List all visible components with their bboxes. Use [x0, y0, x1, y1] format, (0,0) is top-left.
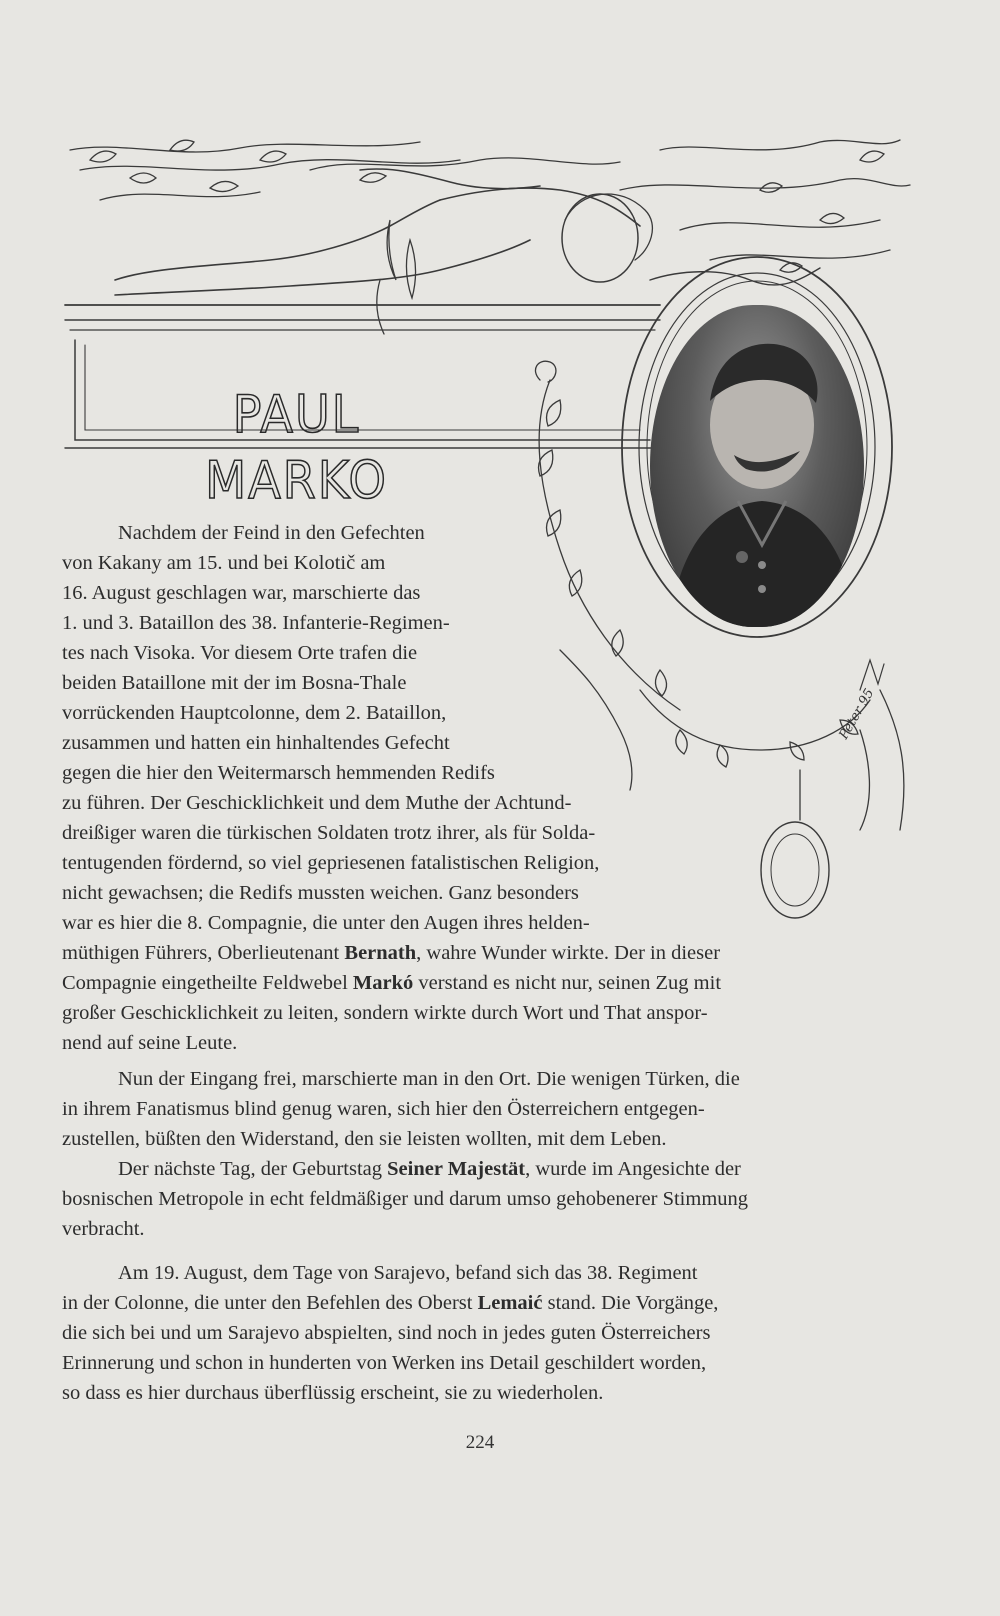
text-line: beiden Bataillone mit der im Bosna-Thale	[62, 672, 407, 694]
text-line: Der nächste Tag, der Geburtstag Seiner Majestät, wurde im Angesichte der	[118, 1158, 741, 1180]
text-line: bosnischen Metropole in echt feldmäßiger und darum umso gehobenerer Stimmung	[62, 1188, 749, 1210]
text-line: nend auf seine Leute.	[62, 1032, 238, 1054]
page-number: 224	[465, 1432, 495, 1453]
text-line: Nun der Eingang frei, marschierte man in den Ort. Die wenigen Türken, die	[118, 1068, 740, 1090]
text-line: Am 19. August, dem Tage von Sarajevo, befand sich das 38. Regiment	[118, 1262, 698, 1284]
text-line: Erinnerung und schon in hunderten von Werken ins Detail geschildert worden,	[62, 1352, 707, 1374]
name-majestaet: Seiner Majestät	[387, 1158, 526, 1180]
name-lemaic: Lemaić	[477, 1292, 543, 1314]
text-line: nicht gewachsen; die Redifs mussten weichen. Ganz besonders	[62, 882, 579, 904]
text-line: zustellen, büßten den Widerstand, den sie leisten wollten, mit dem Leben.	[62, 1128, 667, 1150]
text-line: verbracht.	[62, 1218, 145, 1240]
text-line: großer Geschicklichkeit zu leiten, sondern wirkte durch Wort und That anspor-	[62, 1002, 708, 1024]
portrait-figure-icon	[650, 305, 864, 627]
text-line: in ihrem Fanatismus blind genug waren, sich hier den Österreichern entgegen-	[62, 1098, 705, 1120]
text-line: Compagnie eingetheilte Feldwebel Markó verstand es nicht nur, seinen Zug mit	[62, 972, 722, 994]
text-line: dreißiger waren die türkischen Soldaten trotz ihrer, als für Solda-	[62, 822, 596, 844]
text-line: so dass es hier durchaus überflüssig erscheint, sie zu wiederholen.	[62, 1382, 604, 1404]
text-line: gegen die hier den Weitermarsch hemmenden Redifs	[62, 762, 495, 784]
text-line: müthigen Führers, Oberlieutenant Bernath, wahre Wunder wirkte. Der in dieser	[62, 942, 721, 964]
text-line: zu führen. Der Geschicklichkeit und dem Muthe der Achtund-	[62, 792, 572, 814]
page-title: PAUL MARKO	[204, 385, 388, 511]
text-line: 16. August geschlagen war, marschierte das	[62, 582, 421, 604]
text-line: war es hier die 8. Compagnie, die unter den Augen ihres helden-	[62, 912, 590, 934]
text-line: zusammen und hatten ein hinhaltendes Gefecht	[62, 732, 450, 754]
text-line: von Kakany am 15. und bei Kolotič am	[62, 552, 386, 574]
name-bernath: Bernath	[344, 942, 417, 964]
text-line: Nachdem der Feind in den Gefechten	[118, 522, 425, 544]
svg-text:Peter 95: Peter 95	[836, 686, 878, 742]
text-line: die sich bei und um Sarajevo abspielten, sind noch in jedes guten Österreichers	[62, 1322, 711, 1344]
text-line: 1. und 3. Bataillon des 38. Infanterie-Regimen-	[62, 612, 450, 634]
text-line: in der Colonne, die unter den Befehlen des Oberst Lemaić stand. Die Vorgänge,	[62, 1292, 719, 1314]
portrait-photo	[650, 305, 864, 627]
text-line: tes nach Visoka. Vor diesem Orte trafen die	[62, 642, 418, 664]
name-marko: Markó	[352, 972, 414, 994]
text-line: tentugenden fördernd, so viel gepriesenen fatalistischen Religion,	[62, 852, 600, 874]
text-line: vorrückenden Hauptcolonne, dem 2. Bataillon,	[62, 702, 447, 724]
